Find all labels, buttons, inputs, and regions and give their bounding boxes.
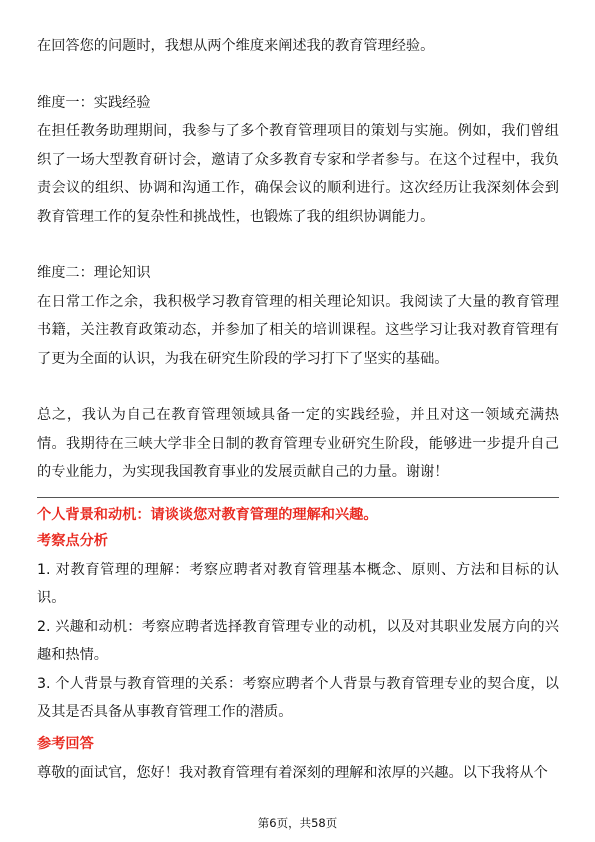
analysis-item: 2. 兴趣和动机：考察应聘者选择教育管理专业的动机，以及对其职业发展方向的兴趣和热情。 bbox=[37, 618, 559, 663]
question-heading: 个人背景和动机：请谈谈您对教育管理的理解和兴趣。 bbox=[37, 506, 378, 523]
dimension-two-body: 在日常工作之余，我积极学习教育管理的相关理论知识。我阅读了大量的教育管理书籍，关注教育政策动态，并参加了相关的培训课程。这些学习让我对教育管理有了更为全面的认识，为我在研究生阶段的学习打下了坚实的基础。 bbox=[37, 293, 559, 367]
intro-paragraph: 在回答您的问题时，我想从两个维度来阐述我的教育管理经验。 bbox=[37, 38, 435, 54]
page-number: 第6页，共58页 bbox=[257, 816, 338, 830]
dimension-one-body: 在担任教务助理期间，我参与了多个教育管理项目的策划与实施。例如，我们曾组织了一场大型教育研讨会，邀请了众多教育专家和学者参与。在这个过程中，我负责会议的组织、协调和沟通工作，确保会议的顺利进行。这次经历让我深刻体会到教育管理工作的复杂性和挑战性，也锻炼了我的组织协调能力。 bbox=[37, 123, 559, 225]
document-page bbox=[37, 32, 559, 787]
analysis-item: 1. 对教育管理的理解：考察应聘者对教育管理基本概念、原则、方法和目标的认识。 bbox=[37, 561, 559, 606]
reference-heading: 参考回答 bbox=[37, 735, 94, 752]
analysis-item: 3. 个人背景与教育管理的关系：考察应聘者个人背景与教育管理专业的契合度，以及其是否具备从事教育管理工作的潜质。 bbox=[37, 675, 559, 720]
reference-body: 尊敬的面试官，您好！我对教育管理有着深刻的理解和浓厚的兴趣。以下我将从个 bbox=[37, 764, 548, 781]
section-divider bbox=[37, 497, 559, 498]
analysis-heading: 考察点分析 bbox=[37, 532, 108, 549]
dimension-two-title: 维度二：理论知识 bbox=[37, 265, 151, 281]
conclusion-paragraph: 总之，我认为自己在教育管理领域具备一定的实践经验，并且对这一领域充满热情。我期待在三峡大学非全日制的教育管理专业研究生阶段，能够进一步提升自己的专业能力，为实现我国教育事业的发展贡献自己的力量。谢谢！ bbox=[37, 407, 559, 480]
dimension-one-title: 维度一：实践经验 bbox=[37, 94, 151, 111]
